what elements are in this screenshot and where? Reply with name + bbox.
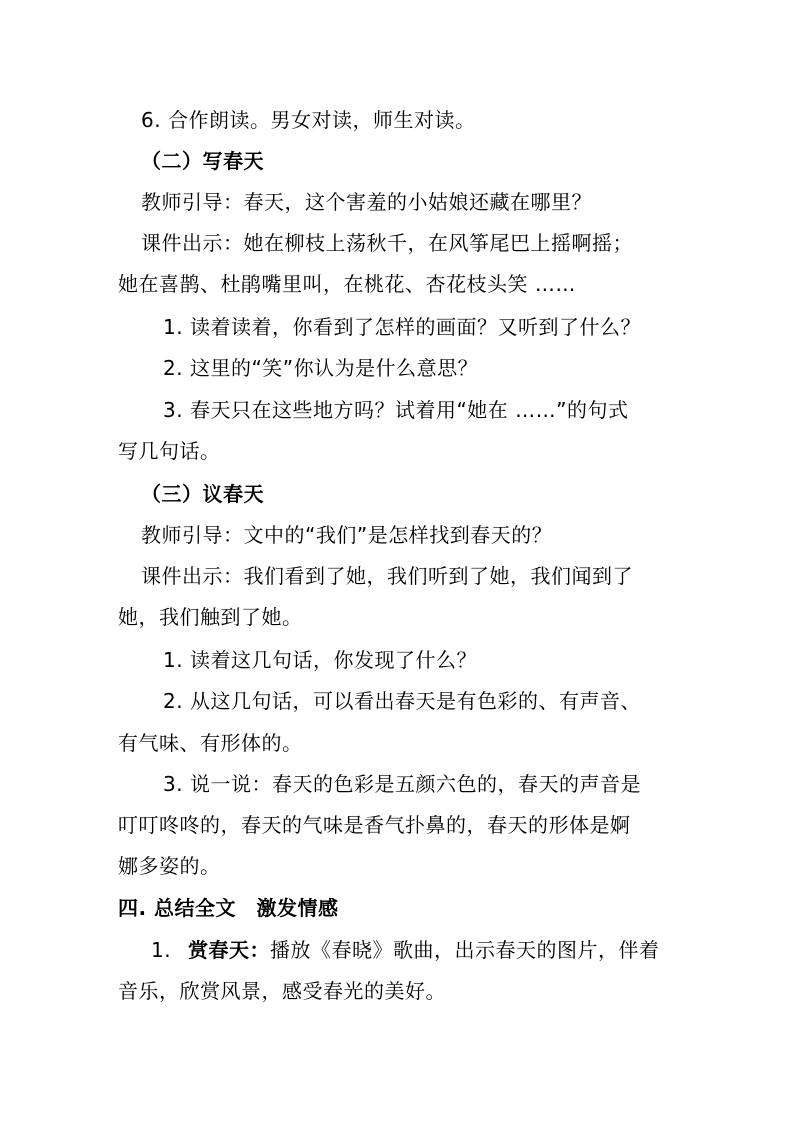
part-4-item-1-text: 播放《春晓》歌曲，出示春天的图片，伴着	[269, 938, 660, 962]
section-3-guide: 教师引导：文中的“我们”是怎样找到春天的？	[141, 523, 553, 547]
section-2-question-3-line-2: 写几句话。	[118, 439, 221, 463]
part-4-heading: 四. 总结全文 激发情感	[118, 896, 339, 920]
section-3-question-2-line-2: 有气味、有形体的。	[118, 731, 303, 755]
part-4-item-1-number: 1.	[151, 938, 172, 962]
section-2-show-line-2: 她在喜鹊、杜鹃嘴里叫，在桃花、杏花枝头笑 ……	[118, 272, 576, 296]
part-4-item-1	[151, 937, 659, 963]
part-4-item-1-bold-label: 赏春天：	[187, 938, 270, 962]
section-2-question-2: 2. 这里的“笑”你认为是什么意思？	[163, 356, 479, 380]
section-3-question-3-line-3: 娜多姿的。	[118, 854, 221, 878]
section-2-heading: （二）写春天	[141, 149, 264, 173]
section-3-question-1: 1. 读着这几句话，你发现了什么？	[163, 648, 477, 672]
section-2-guide: 教师引导：春天，这个害羞的小姑娘还藏在哪里？	[141, 190, 592, 214]
section-3-question-3-line-1: 3. 说一说：春天的色彩是五颜六色的，春天的声音是	[163, 772, 641, 796]
section-2-question-3-line-1: 3. 春天只在这些地方吗？试着用“她在 ……”的句式	[163, 398, 629, 422]
section-3-question-2-line-1: 2. 从这几句话，可以看出春天是有色彩的、有声音、	[163, 689, 641, 713]
section-3-show-line-2: 她，我们触到了她。	[118, 605, 303, 629]
section-3-show-line-1: 课件出示：我们看到了她，我们听到了她，我们闻到了	[141, 564, 633, 588]
section-3-heading: （三）议春天	[141, 482, 264, 506]
section-3-question-3-line-2: 叮叮咚咚的，春天的气味是香气扑鼻的，春天的形体是婀	[118, 813, 631, 837]
item-6-text: 6. 合作朗读。男女对读，师生对读。	[141, 108, 476, 132]
section-2-show-line-1: 课件出示：她在柳枝上荡秋千，在风筝尾巴上摇啊摇；	[141, 231, 633, 255]
part-4-item-1-line-2: 音乐，欣赏风景，感受春光的美好。	[118, 979, 446, 1003]
section-2-question-1: 1. 读着读着，你看到了怎样的画面？又听到了什么？	[163, 315, 641, 339]
